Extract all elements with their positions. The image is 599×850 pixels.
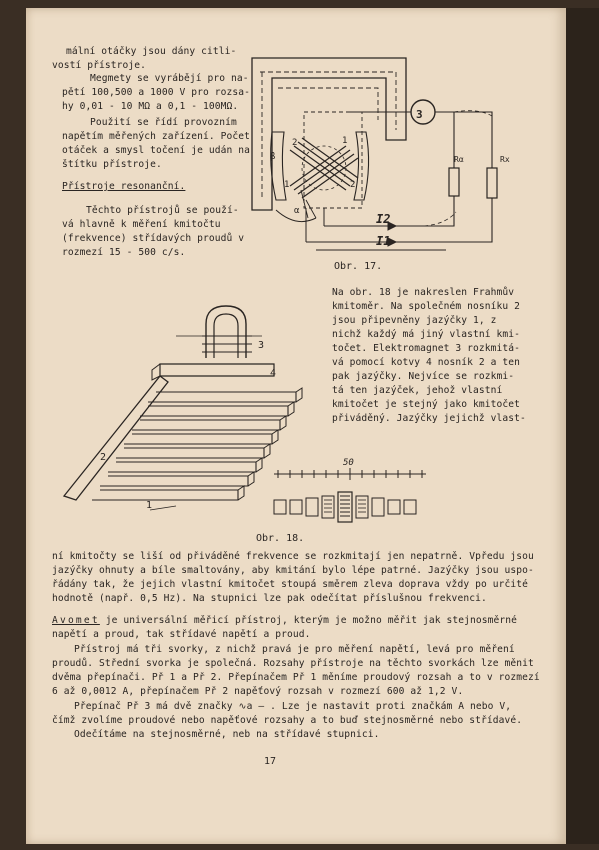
text-line: vostí přístroje.	[52, 60, 147, 71]
text-line: napětí a proud, tak střídavé napětí a proud.	[52, 629, 311, 640]
text-line: pětí 100,500 a 1000 V pro rozsa-	[62, 87, 251, 98]
text-line: Přístroj má tři svorky, z nichž pravá je pro měření napětí, levá pro měření	[74, 644, 515, 655]
text-line: řádány tak, že jejich vlastní kmitočet stoupá směrem zleva doprava vždy po určité	[52, 579, 528, 590]
avomet-term: Avomet	[52, 615, 100, 626]
text-line: otáček a smysl točení je udán na	[62, 145, 251, 156]
resistor-label-rx: Rx	[500, 155, 510, 164]
label-3: 3	[258, 340, 265, 351]
coil-label-2: 2	[292, 138, 298, 148]
coil-label-1b: 1	[284, 180, 290, 190]
text-line: přiváděný. Jazýčky jejichž vlast-	[332, 413, 526, 424]
coil-label-2b: 2	[350, 180, 356, 190]
text-line: vá hlavně k měření kmitočtu	[62, 219, 221, 230]
label-2: 2	[100, 452, 107, 463]
text-line: hodnotě (např. 0,5 Hz). Na stupnici lze pak odečítat příslušnou frekvenci.	[52, 593, 487, 604]
label-1: 1	[146, 500, 153, 511]
text-line: jazýčky ohnuty a bíle smaltovány, aby kmitání bylo lépe patrné. Jazýčky jsou uspo-	[52, 565, 534, 576]
text-line: ní kmitočty se liší od přiváděné frekvence se rozkmitají jen nepatrně. Vpředu jsou	[52, 551, 534, 562]
current-label-i1: I1	[376, 234, 391, 248]
text-line: rozmezí 15 - 500 c/s.	[62, 247, 186, 258]
text-line: hy 0,01 - 10 MΩ a 0,1 - 100MΩ.	[62, 101, 239, 112]
section-heading: Přístroje resonanční.	[62, 181, 186, 192]
figure-18-caption: Obr. 18.	[256, 533, 305, 544]
text-line: jsou připevněny jazýčky 1, z	[332, 315, 497, 326]
text-line: Těchto přístrojů se použí-	[86, 205, 239, 216]
text-line: štítku přístroje.	[62, 159, 162, 170]
text-line: Na obr. 18 je nakreslen Frahmův	[332, 287, 515, 298]
avomet-rest: je universální měřicí přístroj, kterým je možno měřit jak stejnosměrné	[99, 615, 518, 626]
text-line: nichž každý má jiný vlastní kmi-	[332, 329, 521, 340]
text-line: Odečítáme na stejnosměrné, neb na střídavé stupnici.	[74, 729, 380, 740]
page-number: 17	[264, 756, 277, 767]
current-label-i2: I2	[376, 212, 391, 226]
text-line: vá pomocí kotvy 4 nosník 2 a ten	[332, 357, 521, 368]
coil-label-1: 1	[342, 136, 348, 146]
text-line: (frekvence) střídavých proudů v	[62, 233, 245, 244]
text-line	[52, 614, 517, 628]
text-line: napětím měřených zařízení. Počet	[62, 131, 251, 142]
text-line: točet. Elektromagnet 3 rozkmitá-	[332, 343, 521, 354]
figure-18-reed-meter	[56, 296, 306, 516]
text-line: dvěma přepínači. Př 1 a Př 2. Přepínačem Př 1 měníme proudový rozsah a to v rozmezí	[52, 672, 540, 683]
figure-18-scale	[270, 462, 430, 528]
meter-label: 3	[416, 108, 423, 121]
text-line: Přepínač Př 3 má dvě značky ∿a — . Lze je nastavit proti značkám A nebo V,	[74, 701, 512, 712]
resistor-label-ra: Rα	[454, 155, 464, 164]
scale-label-50: 50	[343, 458, 354, 468]
book-spine-shadow	[566, 8, 599, 844]
text-line: kmitoměr. Na společném nosníku 2	[332, 301, 521, 312]
text-line: 6 až 0,0012 A, přepínačem Př 2 napěťový rozsah v rozmezí 600 až 1,2 V.	[52, 686, 464, 697]
angle-label-beta: β	[270, 152, 276, 162]
text-line: kmitočet je stejný jako kmitočet	[332, 399, 521, 410]
text-line: tá ten jazýček, jehož vlastní	[332, 385, 503, 396]
text-line: čímž zvolíme proudové nebo napěťové rozsahy a to buď stejnosměrné nebo střídavé.	[52, 715, 523, 726]
text-line: proudů. Střední svorka je společná. Rozsahy přístroje na těchto svorkách lze měnit	[52, 658, 534, 669]
angle-label-alpha: α	[294, 206, 300, 216]
figure-17-caption: Obr. 17.	[334, 261, 383, 272]
text-line: pak jazýčky. Nejvíce se rozkmi-	[332, 371, 515, 382]
text-line: mální otáčky jsou dány citli-	[66, 46, 237, 57]
label-4: 4	[270, 368, 277, 379]
text-line: Použití se řídí provozním	[90, 117, 237, 128]
text-line: Megmety se vyrábějí pro na-	[90, 73, 249, 84]
